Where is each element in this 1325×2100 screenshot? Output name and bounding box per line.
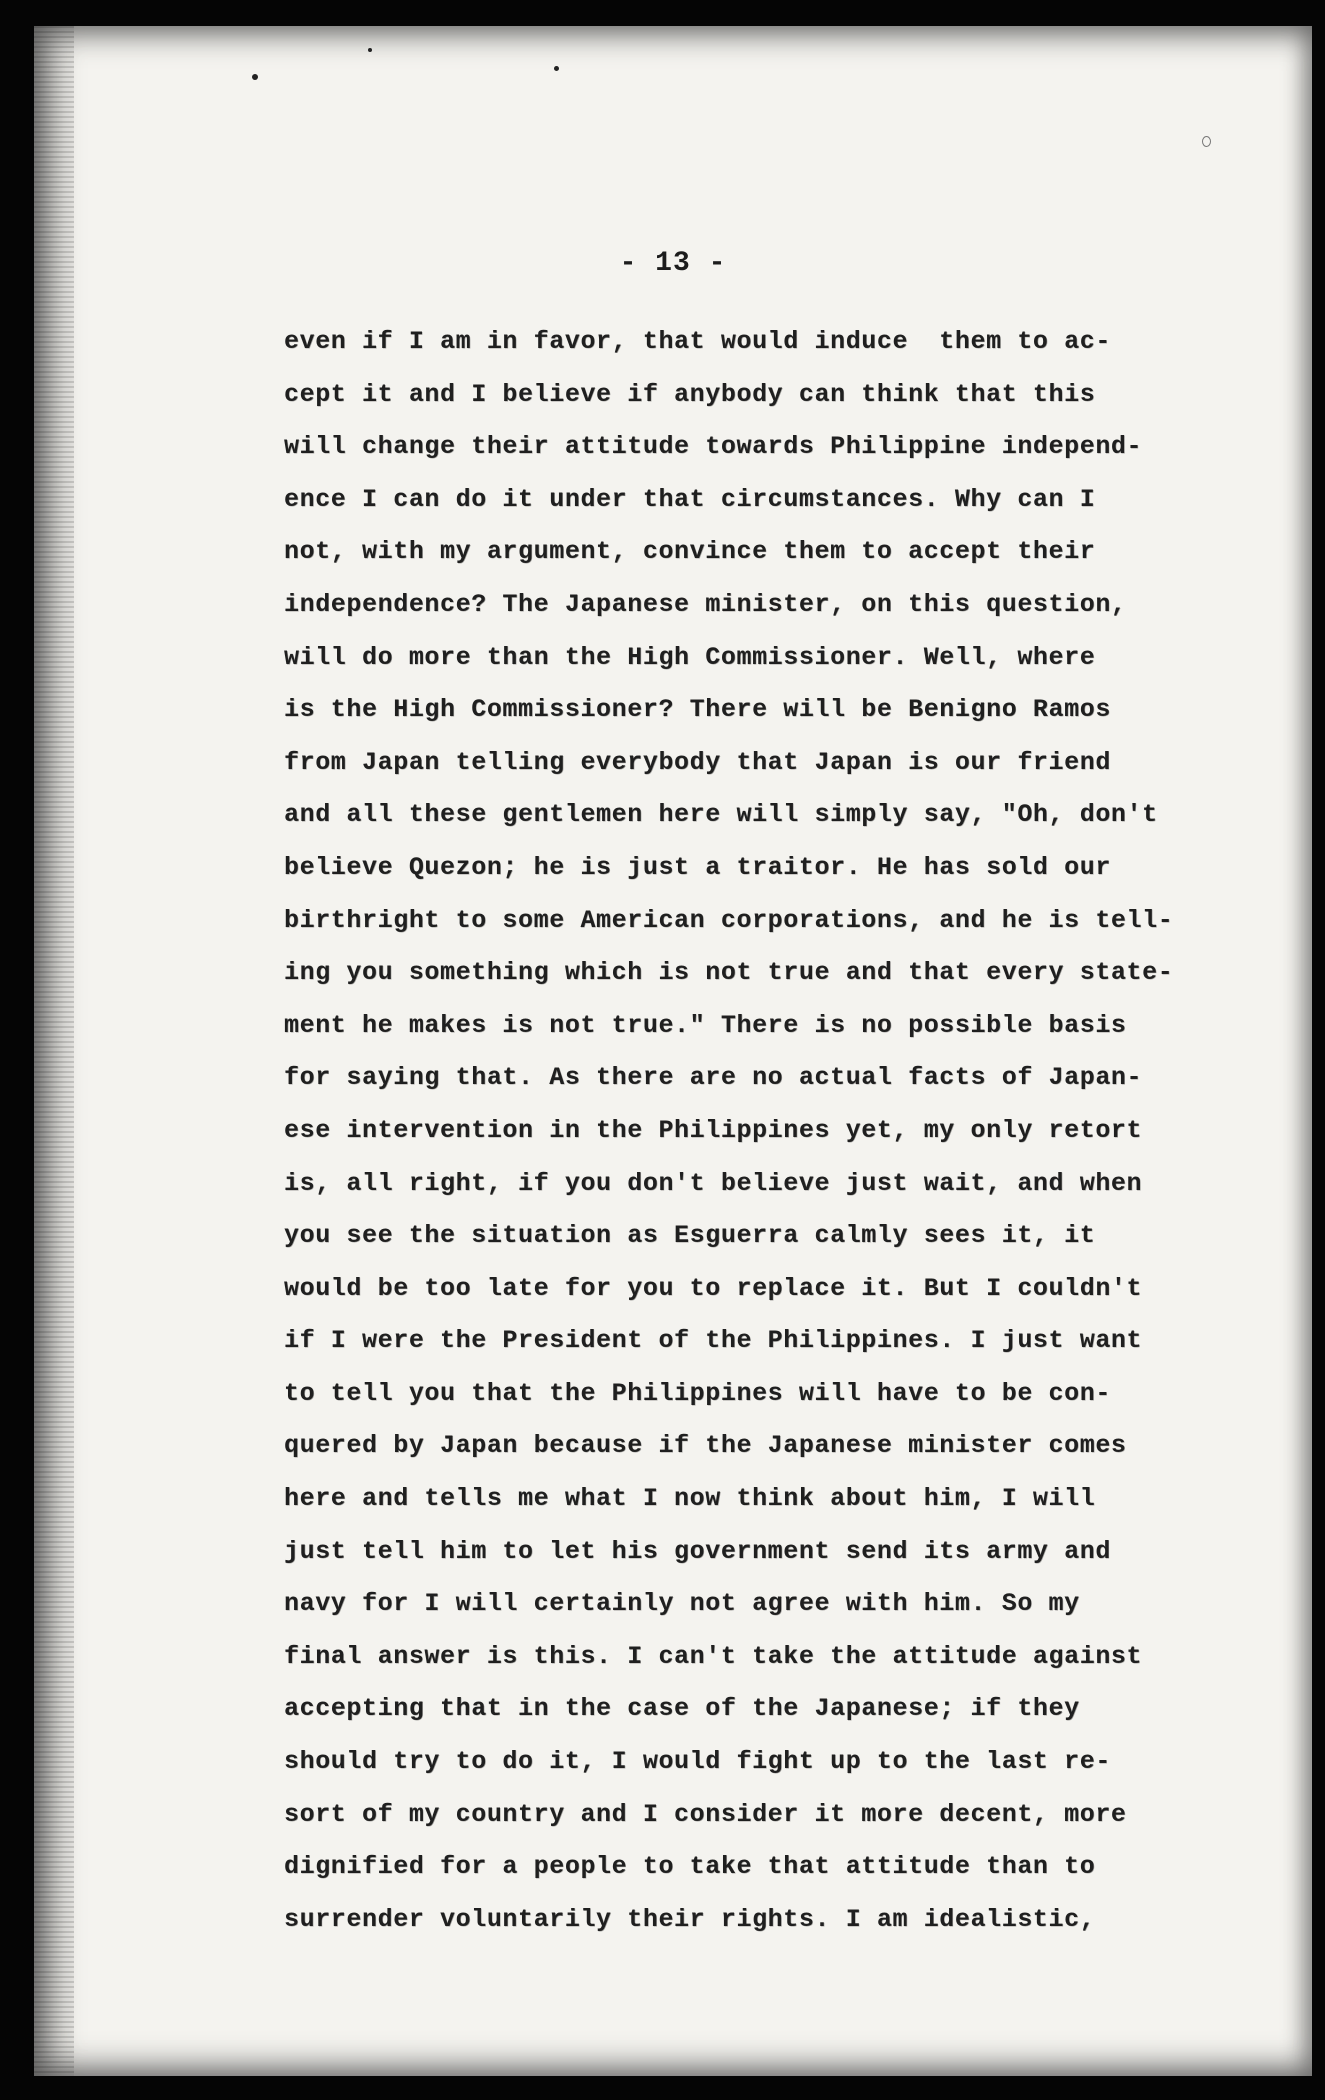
text-line: ese intervention in the Philippines yet, my only retort bbox=[284, 1115, 1143, 1145]
text-line: sort of my country and I consider it more decent, more bbox=[284, 1799, 1127, 1829]
text-line: believe Quezon; he is just a traitor. He has sold our bbox=[284, 852, 1111, 882]
text-line: not, with my argument, convince them to accept their bbox=[284, 537, 1096, 567]
page-number: - 13 - bbox=[619, 248, 727, 279]
text-line: surrender voluntarily their rights. I am idealistic, bbox=[284, 1904, 1096, 1934]
text-line: would be too late for you to replace it. But I couldn't bbox=[284, 1273, 1143, 1303]
text-line: from Japan telling everybody that Japan is our friend bbox=[284, 747, 1111, 777]
ink-speck bbox=[368, 48, 372, 52]
text-line: is, all right, if you don't believe just wait, and when bbox=[284, 1168, 1143, 1198]
text-line: dignified for a people to take that attitude than to bbox=[284, 1852, 1096, 1882]
text-line: navy for I will certainly not agree with him. So my bbox=[284, 1589, 1080, 1619]
text-line: independence? The Japanese minister, on this question, bbox=[284, 589, 1127, 619]
text-line: cept it and I believe if anybody can think that this bbox=[284, 379, 1096, 409]
typed-page bbox=[34, 26, 1312, 2076]
text-line: to tell you that the Philippines will have to be con- bbox=[284, 1378, 1111, 1408]
text-line: birthright to some American corporations, and he is tell- bbox=[284, 905, 1174, 935]
text-line: will do more than the High Commissioner. Well, where bbox=[284, 642, 1096, 672]
page-body-text bbox=[284, 316, 1294, 1946]
text-line: you see the situation as Esguerra calmly sees it, it bbox=[284, 1221, 1096, 1251]
text-line: here and tells me what I now think about him, I will bbox=[284, 1484, 1096, 1514]
text-line: ment he makes is not true." There is no possible basis bbox=[284, 1010, 1127, 1040]
text-line: for saying that. As there are no actual facts of Japan- bbox=[284, 1063, 1143, 1093]
text-line: accepting that in the case of the Japanese; if they bbox=[284, 1694, 1080, 1724]
text-line: is the High Commissioner? There will be Benigno Ramos bbox=[284, 695, 1111, 725]
ink-speck bbox=[252, 74, 258, 80]
text-line: ence I can do it under that circumstances. Why can I bbox=[284, 484, 1096, 514]
ink-speck bbox=[1202, 136, 1211, 147]
text-line: even if I am in favor, that would induce them to ac- bbox=[284, 327, 1111, 356]
text-line: ing you something which is not true and that every state- bbox=[284, 958, 1174, 988]
text-line: and all these gentlemen here will simply say, "Oh, don't bbox=[284, 800, 1158, 830]
text-line: just tell him to let his government send its army and bbox=[284, 1536, 1111, 1566]
text-line: should try to do it, I would fight up to the last re- bbox=[284, 1747, 1111, 1777]
text-line: quered by Japan because if the Japanese minister comes bbox=[284, 1431, 1127, 1461]
text-line: final answer is this. I can't take the attitude against bbox=[284, 1641, 1143, 1671]
text-line: if I were the President of the Philippines. I just want bbox=[284, 1326, 1143, 1356]
text-line: will change their attitude towards Philippine independ- bbox=[284, 432, 1143, 462]
ink-speck bbox=[554, 66, 559, 71]
